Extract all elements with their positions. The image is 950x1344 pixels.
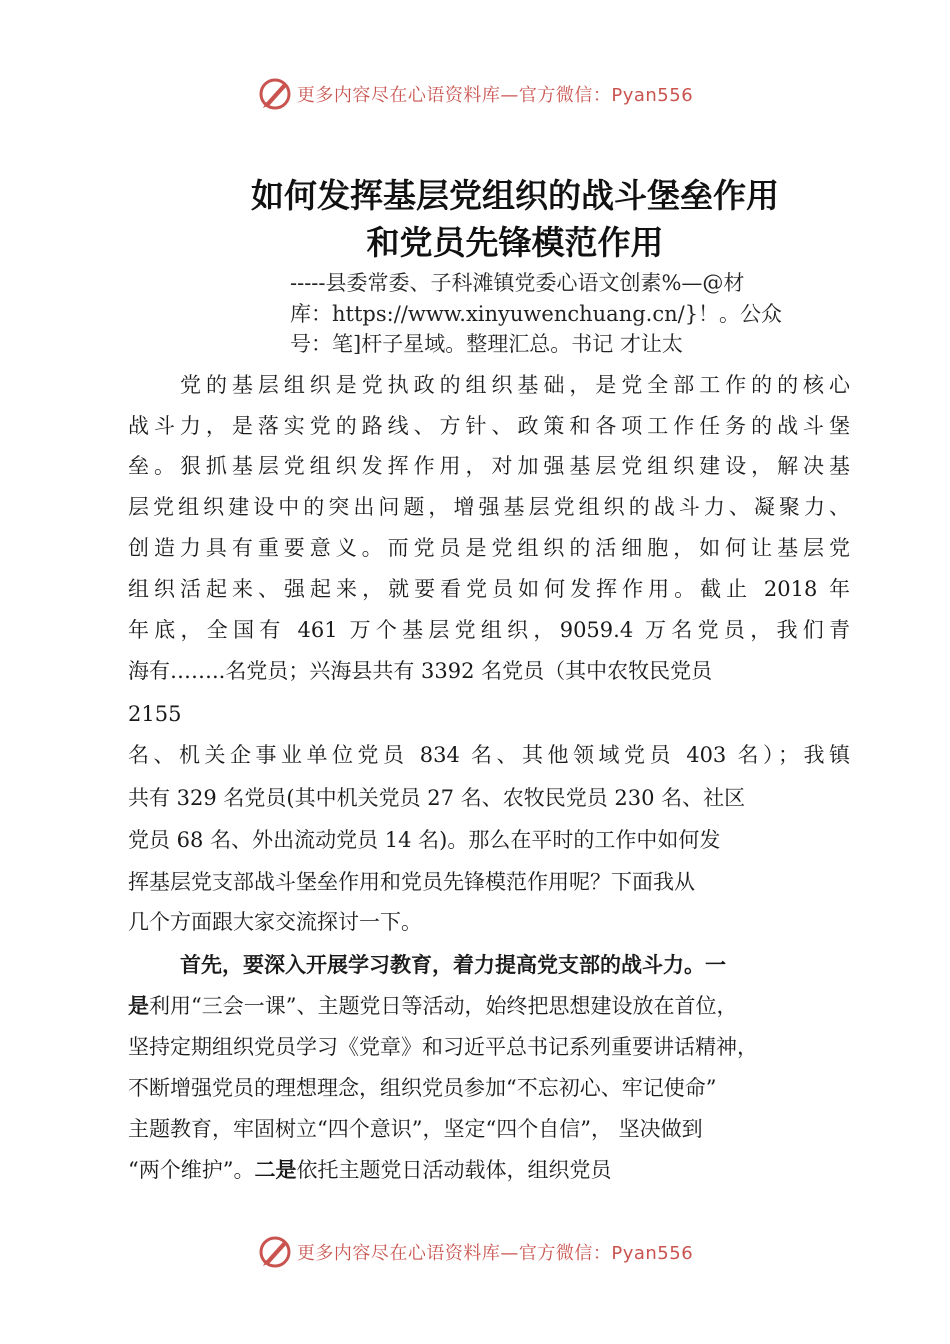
para2-text: 利用“三会一课”、主题党日等活动，始终把思想建设放在首位， (149, 994, 738, 1018)
header-banner (0, 72, 950, 116)
para2-text: 依托主题党日活动载体，组织党员 (296, 1158, 612, 1182)
para1-line: 名、机关企事业单位党员 834 名、其他领域党员 403 名）；我镇 (128, 743, 850, 767)
para1-line: 战斗力，是落实党的路线、方针、政策和各项工作任务的战斗堡 (128, 414, 850, 438)
para2-line: 不断增强党员的理想理念，组织党员参加“不忘初心、牢记使命” (128, 1076, 717, 1100)
banner-text: 更多内容尽在心语资料库—官方微信：Pyan556 (296, 1243, 694, 1264)
para1-line: 党员 68 名、外出流动党员 14 名)。那么在平时的工作中如何发 (128, 828, 721, 852)
para1-line: 创造力具有重要意义。而党员是党组织的活细胞，如何让基层党 (128, 536, 850, 560)
para2-bold-marker: 二是 (254, 1158, 297, 1182)
para2-line (128, 1155, 850, 1185)
banner-text: 更多内容尽在心语资料库—官方微信：Pyan556 (296, 85, 694, 106)
document-title-line1: 如何发挥基层党组织的战斗堡垒作用 (251, 176, 779, 215)
author-line2: 库：https://www.xinyuwenchuang.cn/}！。公众 (290, 302, 783, 326)
para1-line: 层党组织建设中的突出问题，增强基层党组织的战斗力、凝聚力、 (128, 495, 850, 519)
author-line3: 号：笔]杆子星域。整理汇总。书记 才让太 (290, 332, 683, 356)
footer-banner (0, 1230, 950, 1274)
para2-line: 坚持定期组织党员学习《党章》和习近平总书记系列重要讲话精神， (128, 1035, 758, 1059)
para1-line: 共有 329 名党员(其中机关党员 27 名、农牧民党员 230 名、社区 (128, 786, 746, 810)
para1-line: 党的基层组织是党执政的组织基础，是党全部工作的的核心 (180, 373, 850, 397)
para1-line: 几个方面跟大家交流探讨一下。 (128, 910, 422, 934)
para1-line: 2155 (128, 702, 182, 726)
pen-logo-icon (257, 76, 293, 112)
para1-line: 海有……..名党员；兴海县共有 3392 名党员（其中农牧民党员 (128, 659, 713, 683)
para2-line (128, 991, 850, 1021)
para1-line: 挥基层党支部战斗堡垒作用和党员先锋模范作用呢？下面我从 (128, 870, 695, 894)
para2-heading: 首先，要深入开展学习教育，着力提高党支部的战斗力。一 (180, 953, 726, 977)
para2-bold-marker: 是 (128, 994, 149, 1018)
para1-line: 组织活起来、强起来，就要看党员如何发挥作用。截止 2018 年 (128, 577, 850, 601)
para2-text: “两个维护”。 (128, 1158, 255, 1182)
para2-line: 主题教育，牢固树立“四个意识”，坚定“四个自信”， 坚决做到 (128, 1117, 703, 1141)
pen-logo-icon (257, 1234, 293, 1270)
document-title-line2: 和党员先锋模范作用 (366, 223, 664, 262)
para1-line: 垒。狠抓基层党组织发挥作用，对加强基层党组织建设，解决基 (128, 454, 850, 478)
author-line1: -----县委常委、子科滩镇党委心语文创素%—@材 (290, 271, 745, 295)
para1-line: 年底，全国有 461 万个基层党组织，9059.4 万名党员，我们青 (128, 618, 850, 642)
